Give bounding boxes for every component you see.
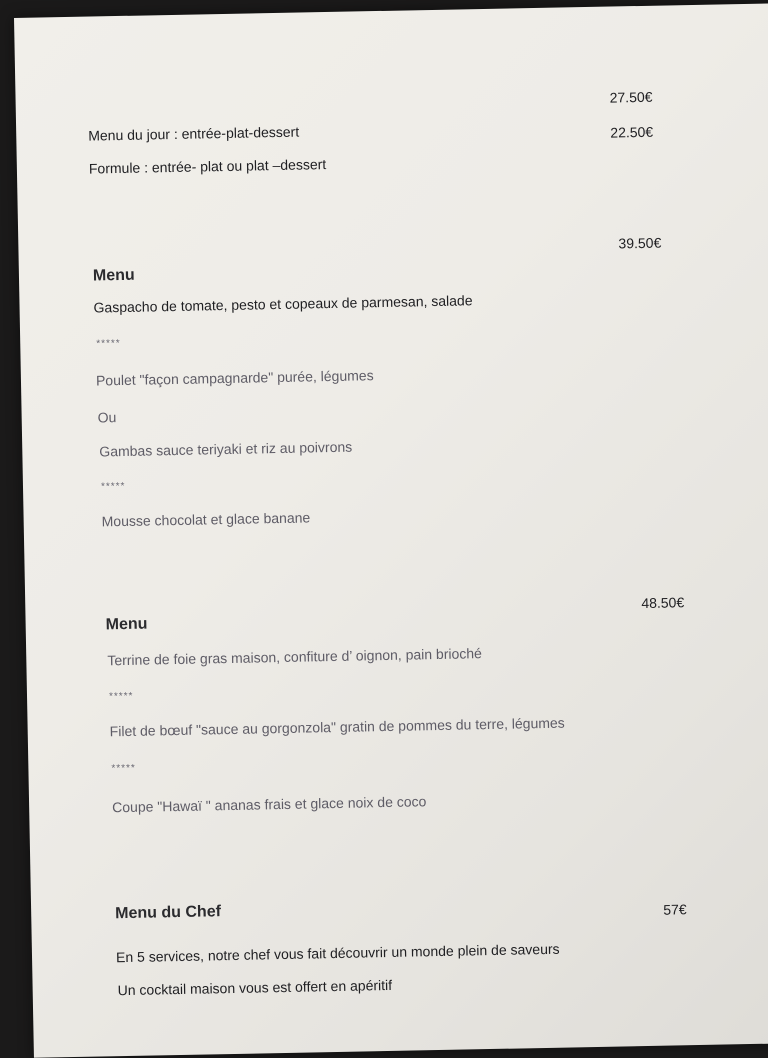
menu1-item: Poulet "façon campagnarde" purée, légumes <box>95 367 374 389</box>
menu1-separator: ***** <box>96 338 121 350</box>
chef-menu-line: Un cocktail maison vous est offert en apéritif <box>117 976 393 999</box>
menu-du-jour-price: 27.50€ <box>609 88 653 106</box>
menu2-separator: ***** <box>108 690 134 703</box>
chef-menu-price: 57€ <box>663 901 687 918</box>
menu1-title: Menu <box>92 266 135 285</box>
menu2-separator: ***** <box>111 762 137 775</box>
menu1-price: 39.50€ <box>618 234 662 252</box>
formule-price: 22.50€ <box>610 123 654 141</box>
menu1-item: Ou <box>97 409 117 426</box>
menu2-item: Coupe "Hawaï " ananas frais et glace noix de coco <box>112 793 427 816</box>
menu1-item: Mousse chocolat et glace banane <box>101 509 311 530</box>
menu2-price: 48.50€ <box>641 594 685 612</box>
menu1-item: Gambas sauce teriyaki et riz au poivrons <box>99 438 353 460</box>
menu1-item: Gaspacho de tomate, pesto et copeaux de parmesan, salade <box>93 292 473 316</box>
menu-du-jour-line: Menu du jour : entrée-plat-dessert <box>88 123 300 144</box>
menu2-title: Menu <box>105 615 148 634</box>
menu-sheet <box>14 3 768 1057</box>
chef-menu-title: Menu du Chef <box>115 903 222 923</box>
formule-line: Formule : entrée- plat ou plat –dessert <box>88 156 327 177</box>
menu2-item: Filet de bœuf "sauce au gorgonzola" gratin de pommes du terre, légumes <box>109 714 565 740</box>
chef-menu-line: En 5 services, notre chef vous fait découvrir un monde plein de saveurs <box>115 940 560 966</box>
menu2-item: Terrine de foie gras maison, confiture d’ oignon, pain brioché <box>107 645 483 669</box>
menu1-separator: ***** <box>100 480 126 493</box>
